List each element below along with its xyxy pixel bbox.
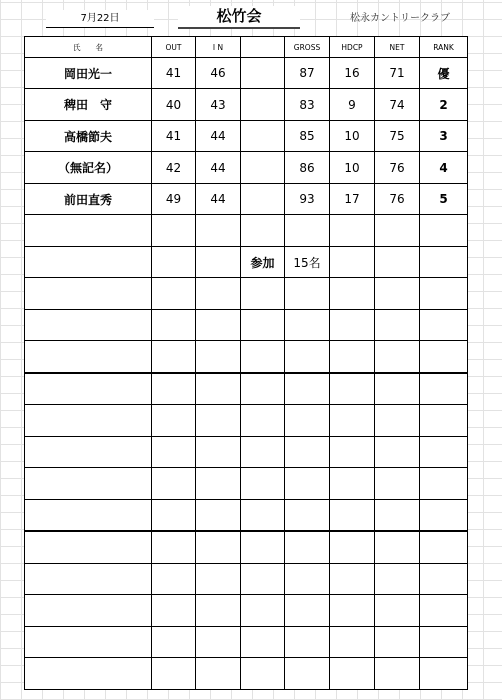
empty-cell [152,341,196,373]
page-title: 松竹会 [178,6,300,29]
blank-cell [241,89,285,120]
empty-cell [420,278,468,309]
empty-cell [25,468,152,499]
empty-row [25,341,468,373]
gross-score: 86 [285,152,330,183]
column-header-blank [241,37,285,58]
hdcp-value: 16 [330,58,375,89]
empty-cell [420,626,468,657]
rank-value: 5 [420,183,468,214]
empty-cell [285,278,330,309]
empty-cell [330,309,375,340]
empty-cell [285,215,330,246]
rank-value: 2 [420,89,468,120]
participation-row [25,246,468,277]
column-header-in: I N [196,37,241,58]
empty-cell [152,658,196,690]
empty-cell [375,658,420,690]
hdcp-value: 9 [330,89,375,120]
gross-score: 87 [285,58,330,89]
empty-cell [285,373,330,405]
gross-score: 85 [285,120,330,151]
empty-cell [152,246,196,277]
empty-cell [330,499,375,531]
empty-cell [241,468,285,499]
empty-cell [152,595,196,626]
rank-value: 優 [420,58,468,89]
empty-cell [330,436,375,467]
empty-cell [285,531,330,563]
empty-cell [152,405,196,436]
empty-cell [375,215,420,246]
empty-cell [330,215,375,246]
column-header-name: 氏 名 [25,37,152,58]
empty-cell [420,595,468,626]
empty-cell [241,658,285,690]
empty-row [25,468,468,499]
empty-cell [375,563,420,594]
table-row [25,152,468,183]
empty-cell [241,626,285,657]
empty-cell [285,658,330,690]
empty-cell [330,373,375,405]
empty-cell [152,563,196,594]
empty-cell [196,531,241,563]
empty-cell [196,595,241,626]
empty-cell [25,278,152,309]
empty-cell [420,436,468,467]
empty-cell [196,658,241,690]
empty-cell [152,499,196,531]
empty-cell [196,499,241,531]
empty-cell [285,309,330,340]
empty-cell [330,595,375,626]
empty-row [25,531,468,563]
out-score: 40 [152,89,196,120]
empty-cell [420,658,468,690]
blank-cell [241,183,285,214]
empty-cell [375,595,420,626]
in-score: 44 [196,120,241,151]
empty-cell [241,563,285,594]
empty-cell [241,595,285,626]
empty-cell [241,373,285,405]
empty-cell [420,215,468,246]
empty-cell [420,405,468,436]
empty-cell [196,246,241,277]
empty-cell [285,405,330,436]
empty-cell [241,405,285,436]
empty-cell [420,373,468,405]
score-table [24,36,468,690]
empty-row [25,658,468,690]
empty-cell [285,341,330,373]
out-score: 41 [152,58,196,89]
column-header-net: NET [375,37,420,58]
empty-cell [25,309,152,340]
empty-cell [241,531,285,563]
participation-label: 参加 [241,246,285,277]
net-score: 76 [375,152,420,183]
gross-score: 93 [285,183,330,214]
gross-score: 83 [285,89,330,120]
empty-row [25,436,468,467]
out-score: 42 [152,152,196,183]
empty-cell [196,468,241,499]
empty-cell [241,436,285,467]
empty-cell [152,309,196,340]
empty-cell [330,531,375,563]
empty-cell [25,246,152,277]
empty-cell [196,563,241,594]
column-header-gross: GROSS [285,37,330,58]
empty-cell [25,405,152,436]
hdcp-value: 10 [330,152,375,183]
out-score: 49 [152,183,196,214]
empty-cell [330,246,375,277]
empty-cell [375,436,420,467]
empty-cell [196,405,241,436]
empty-cell [196,309,241,340]
empty-cell [330,626,375,657]
empty-row [25,499,468,531]
empty-cell [375,309,420,340]
net-score: 71 [375,58,420,89]
empty-cell [285,499,330,531]
empty-cell [285,626,330,657]
table-row [25,58,468,89]
empty-cell [152,373,196,405]
empty-cell [375,405,420,436]
blank-cell [241,58,285,89]
player-name: 岡田光一 [25,58,152,89]
empty-cell [152,626,196,657]
empty-cell [241,499,285,531]
empty-cell [285,563,330,594]
empty-cell [285,595,330,626]
empty-cell [25,215,152,246]
empty-row [25,563,468,594]
empty-cell [375,246,420,277]
empty-cell [285,436,330,467]
empty-cell [420,531,468,563]
empty-cell [196,626,241,657]
header-row [25,37,468,58]
empty-cell [25,531,152,563]
empty-cell [420,309,468,340]
empty-cell [375,278,420,309]
empty-row [25,405,468,436]
empty-row [25,373,468,405]
player-name: 稗田 守 [25,89,152,120]
empty-cell [375,373,420,405]
hdcp-value: 10 [330,120,375,151]
column-header-rank: RANK [420,37,468,58]
column-header-out: OUT [152,37,196,58]
empty-cell [330,658,375,690]
empty-cell [375,341,420,373]
empty-cell [375,499,420,531]
empty-cell [25,373,152,405]
empty-cell [196,278,241,309]
empty-cell [330,341,375,373]
player-name: 前田直秀 [25,183,152,214]
empty-cell [25,626,152,657]
empty-cell [152,278,196,309]
empty-cell [330,468,375,499]
empty-cell [241,215,285,246]
empty-cell [330,405,375,436]
in-score: 44 [196,152,241,183]
player-name: （無記名） [25,152,152,183]
empty-cell [420,499,468,531]
table-row [25,120,468,151]
empty-cell [241,309,285,340]
empty-cell [25,436,152,467]
empty-row [25,309,468,340]
in-score: 46 [196,58,241,89]
empty-cell [196,436,241,467]
empty-cell [375,468,420,499]
rank-value: 4 [420,152,468,183]
table-row [25,89,468,120]
blank-cell [241,152,285,183]
empty-row [25,215,468,246]
net-score: 74 [375,89,420,120]
out-score: 41 [152,120,196,151]
rank-value: 3 [420,120,468,151]
empty-cell [152,436,196,467]
blank-cell [241,120,285,151]
empty-cell [152,468,196,499]
net-score: 76 [375,183,420,214]
empty-row [25,595,468,626]
empty-cell [375,531,420,563]
empty-cell [196,215,241,246]
participation-count: 15名 [285,246,330,277]
player-name: 高橋節夫 [25,120,152,151]
date-label: 7月22日 [46,10,154,28]
empty-cell [285,468,330,499]
net-score: 75 [375,120,420,151]
empty-cell [420,468,468,499]
hdcp-value: 17 [330,183,375,214]
empty-cell [196,341,241,373]
empty-cell [330,278,375,309]
empty-cell [375,626,420,657]
in-score: 43 [196,89,241,120]
empty-cell [25,658,152,690]
table-row [25,183,468,214]
empty-cell [25,595,152,626]
empty-cell [25,341,152,373]
in-score: 44 [196,183,241,214]
empty-row [25,626,468,657]
empty-cell [25,563,152,594]
empty-row [25,278,468,309]
empty-cell [420,341,468,373]
empty-cell [420,246,468,277]
empty-cell [152,531,196,563]
empty-cell [152,215,196,246]
empty-cell [25,499,152,531]
empty-cell [196,373,241,405]
empty-cell [241,278,285,309]
empty-cell [241,341,285,373]
empty-cell [420,563,468,594]
club-name: 松永カントリークラブ [350,13,450,24]
column-header-hdcp: HDCP [330,37,375,58]
empty-cell [330,563,375,594]
